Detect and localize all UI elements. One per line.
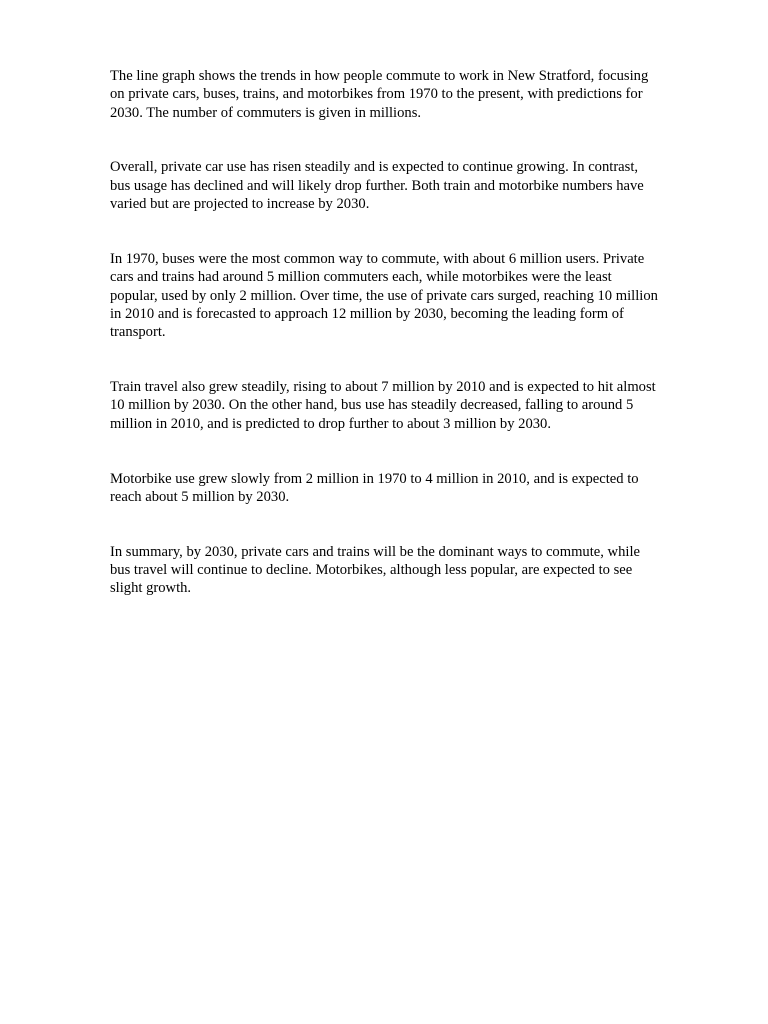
paragraph-summary [110,543,696,598]
text-line: popular, used by only 2 million. Over time, the use of private cars surged, reaching 10 million [110,287,658,304]
paragraph-intro [110,67,696,122]
text-line: slight growth. [110,580,192,597]
text-line: transport. [110,324,166,341]
text-line: reach about 5 million by 2030. [110,488,290,505]
text-line: 10 million by 2030. On the other hand, bus use has steadily decreased, falling to around 5 [110,397,634,414]
paragraph-motorbike [110,470,696,507]
text-line: bus travel will continue to decline. Motorbikes, although less popular, are expected to see [110,562,633,579]
text-line: The line graph shows the trends in how people commute to work in New Stratford, focusing [110,68,649,84]
text-line: Overall, private car use has risen steadily and is expected to continue growing. In contrast, [110,159,639,176]
text-line: 2030. The number of commuters is given in millions. [110,104,422,121]
document-page [110,67,696,598]
text-line: Train travel also grew steadily, rising to about 7 million by 2010 and is expected to hit almost [110,379,656,396]
text-line: in 2010 and is forecasted to approach 12 million by 2030, becoming the leading form of [110,305,624,322]
text-line: In 1970, buses were the most common way to commute, with about 6 million users. Private [110,250,645,267]
text-line: bus usage has declined and will likely drop further. Both train and motorbike numbers have [110,177,644,194]
paragraph-1970-details [110,250,696,341]
text-line: In summary, by 2030, private cars and trains will be the dominant ways to commute, while [110,543,640,560]
paragraph-train-bus [110,378,696,433]
text-line: on private cars, buses, trains, and motorbikes from 1970 to the present, with predictions for [110,86,643,103]
text-line: Motorbike use grew slowly from 2 million in 1970 to 4 million in 2010, and is expected to [110,470,639,487]
paragraph-overview [110,158,696,213]
text-line: cars and trains had around 5 million commuters each, while motorbikes were the least [110,269,612,286]
text-line: varied but are projected to increase by 2030. [110,196,370,213]
text-line: million in 2010, and is predicted to drop further to about 3 million by 2030. [110,415,551,432]
